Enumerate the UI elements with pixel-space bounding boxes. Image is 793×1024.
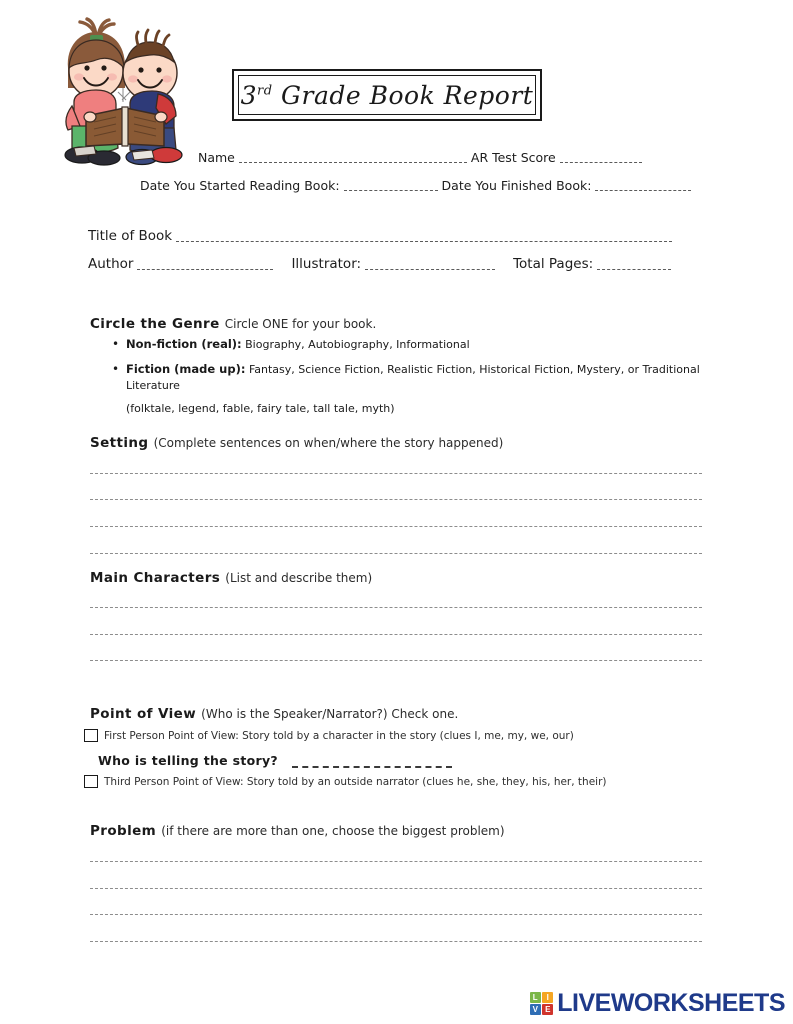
first-person-checkbox[interactable]: [84, 729, 98, 742]
genre-option-continuation: (folktale, legend, fable, fairy tale, tall tale, myth): [126, 402, 395, 415]
problem-writing-line[interactable]: [90, 861, 702, 862]
problem-writing-line[interactable]: [90, 941, 702, 942]
genre-heading-row: [90, 313, 376, 332]
genre-option-name: Non-fiction (real):: [126, 337, 242, 351]
setting-writing-line[interactable]: [90, 526, 702, 527]
logo-letter-l: L: [530, 992, 541, 1003]
logo-letter-i: I: [542, 992, 553, 1003]
title-of-book-row: [88, 228, 676, 244]
total-pages-label: Total Pages:: [513, 256, 594, 272]
worksheet-title-inner-border: [238, 75, 536, 115]
main-characters-heading: Main Characters: [90, 570, 221, 586]
author-label: Author: [88, 256, 134, 272]
main-characters-writing-line[interactable]: [90, 660, 702, 661]
page-title-rest: Grade Book Report: [272, 80, 534, 110]
date-finished-label: Date You Finished Book:: [441, 178, 592, 193]
date-started-input[interactable]: [344, 178, 438, 191]
logo-letter-e: E: [542, 1004, 553, 1015]
setting-heading-row: [90, 432, 503, 451]
author-row: [88, 256, 675, 272]
third-person-label: Third Person Point of View: Story told by an outside narrator (clues he, she, they, his, her, their): [104, 775, 607, 788]
illustrator-input[interactable]: [365, 257, 495, 270]
genre-subheading: Circle ONE for your book.: [224, 317, 377, 331]
genre-option-examples: Fantasy, Science Fiction, Realistic Fiction, Historical Fiction, Mystery, or Traditional Literature: [126, 363, 700, 392]
genre-option-body: [126, 336, 712, 353]
who-is-telling-the-story-input[interactable]: [292, 756, 452, 768]
date-started-label: Date You Started Reading Book:: [140, 178, 340, 193]
title-of-book-label: Title of Book: [88, 228, 173, 244]
genre-option-body: [126, 361, 712, 417]
page-title-ordinal: 3: [240, 80, 258, 110]
who-is-telling-the-story-row: [98, 753, 452, 768]
bullet-icon: •: [112, 337, 120, 351]
page-title: [241, 81, 534, 110]
liveworksheets-wordmark: LIVEWORKSHEETS: [557, 989, 785, 1017]
dates-field-row: [140, 178, 695, 193]
name-label: Name: [198, 150, 235, 165]
main-characters-heading-row: [90, 567, 372, 586]
setting-writing-line[interactable]: [90, 553, 702, 554]
ar-test-score-input[interactable]: [560, 150, 642, 163]
worksheet-title-box: [232, 69, 542, 121]
who-is-telling-the-story-label: Who is telling the story?: [98, 753, 278, 768]
two-children-reading-book-illustration: [46, 16, 206, 172]
genre-option-examples: Biography, Autobiography, Informational: [241, 338, 470, 351]
main-characters-writing-line[interactable]: [90, 634, 702, 635]
liveworksheets-logo-mark-icon: [530, 992, 554, 1016]
problem-writing-line[interactable]: [90, 914, 702, 915]
ar-test-score-label: AR Test Score: [470, 150, 556, 165]
genre-heading: Circle the Genre: [90, 316, 220, 332]
setting-writing-line[interactable]: [90, 473, 702, 474]
setting-heading: Setting: [90, 435, 149, 451]
bullet-icon: •: [112, 362, 120, 376]
genre-option-fiction[interactable]: [112, 361, 712, 417]
total-pages-input[interactable]: [597, 257, 671, 270]
liveworksheets-logo[interactable]: [530, 989, 785, 1018]
problem-subheading: (if there are more than one, choose the biggest problem): [161, 824, 505, 838]
problem-heading-row: [90, 820, 505, 839]
name-field-row: [198, 150, 646, 165]
logo-letter-v: V: [530, 1004, 541, 1015]
point-of-view-heading-row: [90, 703, 458, 722]
point-of-view-subheading: (Who is the Speaker/Narrator?) Check one.: [201, 707, 459, 721]
first-person-label: First Person Point of View: Story told by a character in the story (clues I, me, my, we, our): [104, 729, 574, 742]
setting-writing-line[interactable]: [90, 499, 702, 500]
genre-option-name: Fiction (made up):: [126, 362, 246, 376]
point-of-view-heading: Point of View: [90, 706, 197, 722]
first-person-option-row[interactable]: [84, 729, 574, 742]
name-input[interactable]: [239, 150, 467, 163]
date-finished-input[interactable]: [595, 178, 691, 191]
third-person-option-row[interactable]: [84, 775, 607, 788]
author-input[interactable]: [137, 257, 273, 270]
main-characters-writing-line[interactable]: [90, 607, 702, 608]
main-characters-subheading: (List and describe them): [225, 571, 373, 585]
problem-heading: Problem: [90, 823, 157, 839]
illustrator-label: Illustrator:: [291, 256, 362, 272]
setting-subheading: (Complete sentences on when/where the story happened): [153, 436, 504, 450]
third-person-checkbox[interactable]: [84, 775, 98, 788]
title-of-book-input[interactable]: [176, 229, 672, 242]
problem-writing-line[interactable]: [90, 888, 702, 889]
genre-options-list: [112, 336, 712, 425]
genre-option-nonfiction[interactable]: [112, 336, 712, 353]
page-title-ordinal-suffix: rd: [257, 83, 273, 99]
